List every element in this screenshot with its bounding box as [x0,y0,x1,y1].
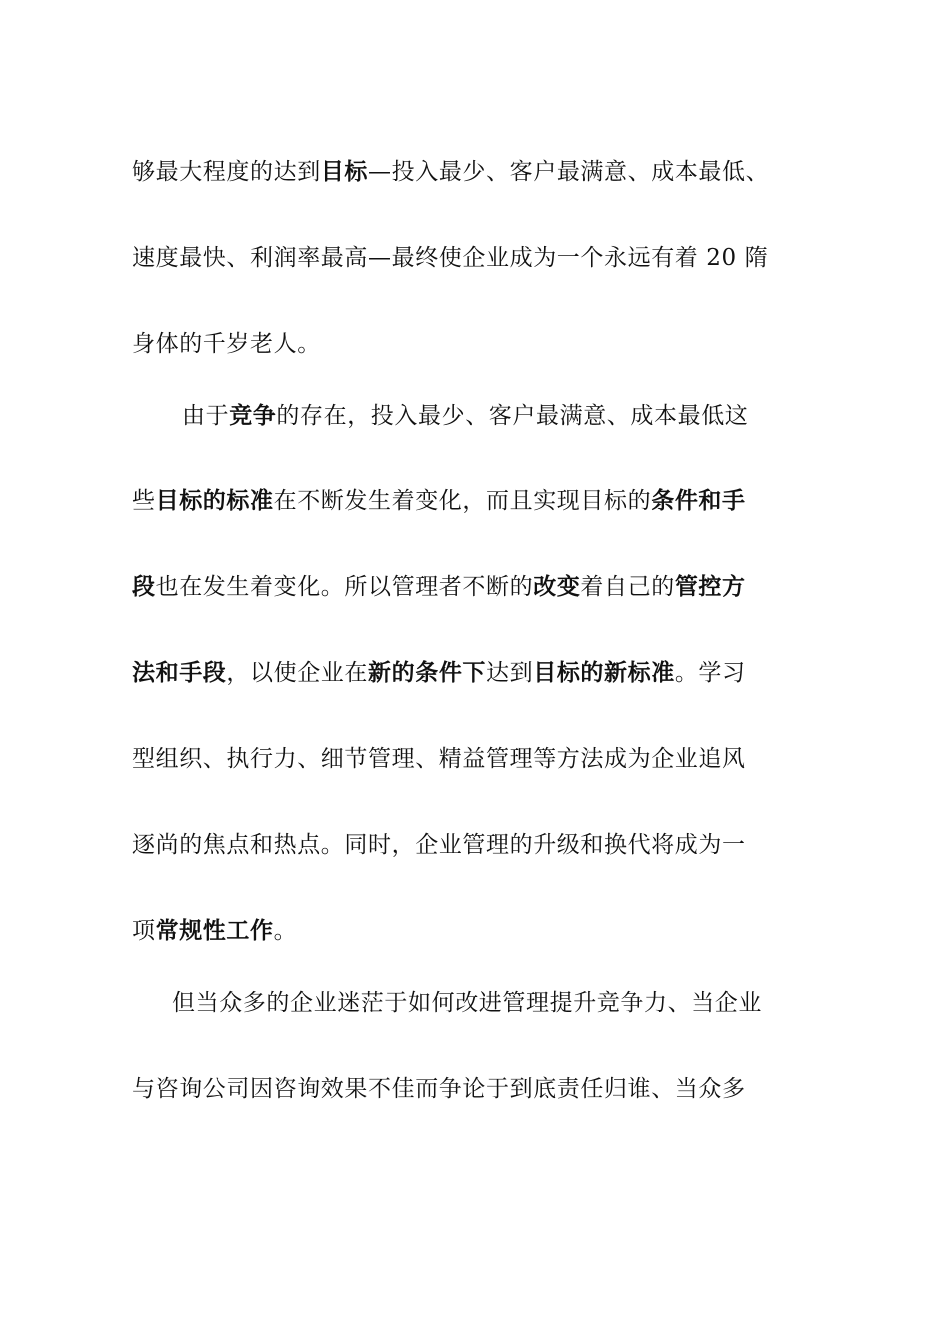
paragraph-line-6 [132,570,852,604]
paragraph-line-8 [132,742,852,776]
bold-text-run: 改变 [533,573,581,600]
bold-text-run: 新的条件下 [368,659,487,686]
text-run: 逐尚的焦点和热点。同时，企业管理的升级和换代将成为一 [132,832,746,858]
paragraph-line-10 [132,914,852,948]
text-run: 与咨询公司因咨询效果不佳而争论于到底责任归谁、当众多 [132,1076,746,1102]
text-run: 些 [132,488,156,514]
bold-text-run: 条件和手 [651,487,746,514]
text-run: 型组织、执行力、细节管理、精益管理等方法成为企业追风 [132,746,746,772]
bold-text-run: 目标 [320,158,369,185]
text-run: 项 [132,918,156,944]
text-run: 。学习 [674,660,746,686]
text-run: 在不断发生着变化，而且实现目标的 [273,488,652,514]
paragraph-line-12 [132,1072,852,1106]
bold-text-run: 法和手段 [132,659,227,686]
text-run: 的存在，投入最少、客户最满意、成本最低这 [276,403,749,429]
text-run: 由于 [182,403,230,429]
paragraph-line-7 [132,656,852,690]
text-run: 但当众多的企业迷茫于如何改进管理提升竞争力、当企业 [172,990,762,1016]
text-run: 也在发生着变化。所以管理者不断的 [155,574,534,600]
text-run: 着自己的 [580,574,675,600]
paragraph-line-2 [132,241,852,275]
bold-text-run: 目标的标准 [155,487,274,514]
paragraph-line-11 [172,986,892,1020]
bold-text-run: 段 [132,573,156,600]
bold-text-run: 竞争 [229,402,277,429]
paragraph-line-1 [132,155,852,189]
bold-text-run: 常规性工作 [155,917,274,944]
paragraph-line-4 [182,399,902,433]
paragraph-line-3 [132,327,852,361]
text-run: —投入最少、客户最满意、成本最低、 [368,159,770,185]
text-run: 速度最快、利润率最高—最终使企业成为一个永远有着 20 隋 [132,245,769,271]
text-run: 达到 [486,660,534,686]
paragraph-line-9 [132,828,852,862]
bold-text-run: 管控方 [674,573,746,600]
text-run: 。 [273,918,298,944]
bold-text-run: 目标的新标准 [533,659,675,686]
text-run: ，以使企业在 [226,660,369,686]
text-run: 身体的千岁老人。 [132,331,321,357]
text-run: 够最大程度的达到 [132,159,321,185]
paragraph-line-5 [132,484,852,518]
